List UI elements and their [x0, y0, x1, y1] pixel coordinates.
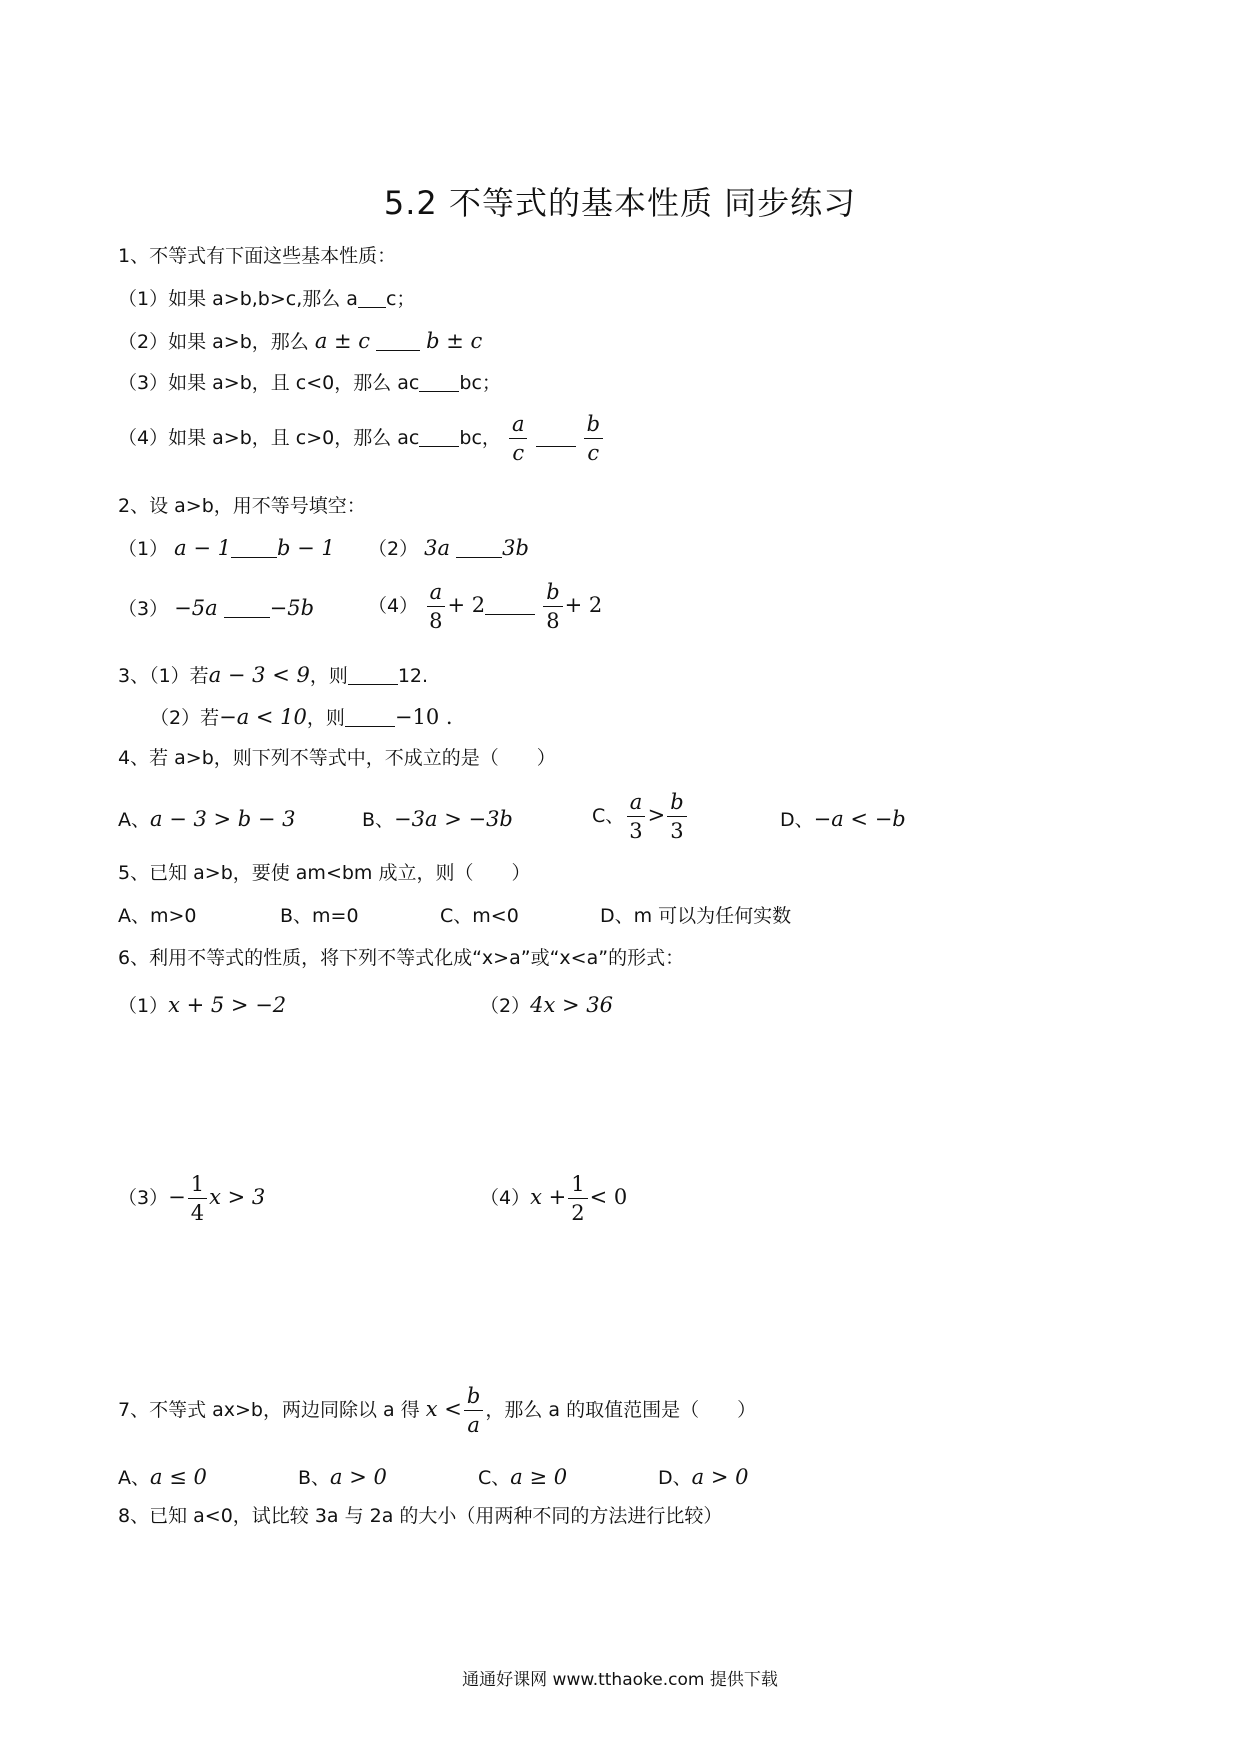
answer-blank: [419, 428, 459, 447]
q7-stem-prefix: 7、不等式 ax>b，两边同除以 a 得: [118, 1399, 420, 1422]
option-label: B、: [298, 1467, 331, 1489]
option-label: C、: [592, 805, 625, 828]
q4-option-c: [592, 790, 689, 843]
q3-part2-prefix: （2）若: [150, 707, 220, 729]
q6-item2-expr: 4x > 36: [530, 993, 613, 1017]
q2-item2-left-expr: 3a: [424, 536, 451, 560]
fraction-denominator: 2: [571, 1201, 585, 1226]
option-label: A、: [118, 809, 150, 831]
item-label: （3）: [118, 598, 169, 620]
minus-sign: −: [168, 1185, 186, 1210]
option-label: D、: [780, 809, 814, 831]
q6-stem: 6、利用不等式的性质，将下列不等式化成“x>a”或“x<a”的形式：: [118, 947, 685, 969]
answer-blank: [376, 332, 420, 351]
q2-item3-right-expr: −5b: [269, 596, 315, 620]
q2-item1: [118, 538, 335, 559]
q7-stem-suffix: ，那么 a 的取值范围是（ ）: [485, 1399, 757, 1422]
fraction-numerator: b: [584, 412, 603, 439]
q5-option-c: C、m<0: [440, 905, 519, 927]
answer-blank: [358, 289, 386, 308]
q2-item4: [368, 580, 602, 633]
q1-part1-suffix: c；: [385, 288, 416, 310]
answer-blank: [224, 599, 270, 618]
fraction-numerator: b: [543, 580, 562, 607]
fraction-numerator: a: [627, 790, 646, 817]
fraction-denominator: 3: [670, 819, 684, 844]
item-label: （1）: [118, 538, 169, 560]
q8-stem: 8、已知 a<0，试比较 3a 与 2a 的大小（用两种不同的方法进行比较）: [118, 1505, 723, 1527]
answer-blank: [419, 373, 459, 392]
fraction-numerator: a: [427, 580, 446, 607]
option-expr: a > 0: [691, 1465, 749, 1489]
answer-blank: [345, 708, 395, 727]
fraction-numerator: 1: [568, 1172, 587, 1199]
q1-part4-mid: bc，: [459, 427, 501, 450]
q1-part3-prefix: （3）如果 a>b，且 c<0，那么 ac: [118, 372, 420, 394]
q7-fraction: [464, 1384, 483, 1437]
q1-part4-fraction-a: [509, 412, 528, 465]
q1-part1: [118, 289, 415, 309]
fraction-denominator: 3: [629, 819, 643, 844]
option-expr: a ≥ 0: [510, 1465, 568, 1489]
q4-option-d: [780, 809, 906, 830]
q7-option-d: [658, 1467, 748, 1488]
q2-item4-fraction-a: [426, 580, 445, 633]
q3-part1-prefix: 3、（1）若: [118, 665, 209, 687]
q7-expr: x <: [425, 1397, 462, 1422]
fraction-numerator: b: [667, 790, 686, 817]
q1-stem: 1、不等式有下面这些基本性质：: [118, 245, 397, 267]
option-label: C、: [478, 1467, 511, 1489]
q4-option-a: [118, 809, 296, 830]
q6-item3: [118, 1172, 265, 1225]
q6-item3-fraction: [188, 1172, 207, 1225]
q6-item4-expr-start: x +: [530, 1185, 567, 1210]
q2-item2: [368, 538, 529, 559]
option-fraction-b: [667, 790, 686, 843]
option-label: D、: [658, 1467, 692, 1489]
q5-option-a: A、m>0: [118, 905, 197, 927]
fraction-denominator: a: [467, 1413, 480, 1438]
plus-two: + 2: [564, 593, 603, 618]
answer-blank: [485, 596, 535, 615]
answer-blank: [536, 428, 576, 447]
fraction-denominator: 4: [190, 1201, 205, 1226]
item-label: （3）: [118, 1187, 169, 1210]
option-expr: a − 3 > b − 3: [150, 807, 296, 831]
item-label: （1）: [118, 995, 169, 1017]
q1-part4-prefix: （4）如果 a>b，且 c>0，那么 ac: [118, 427, 420, 450]
fraction-numerator: b: [464, 1384, 483, 1411]
q5-option-d: D、m 可以为任何实数: [600, 905, 792, 927]
q6-item4: [480, 1172, 627, 1225]
greater-than-sign: >: [647, 803, 666, 828]
q7-option-a: [118, 1467, 207, 1488]
q4-stem: 4、若 a>b，则下列不等式中，不成立的是（ ）: [118, 747, 556, 769]
option-expr: a > 0: [330, 1465, 387, 1489]
q6-item2: [480, 995, 613, 1016]
q3-part2-end: −10 .: [394, 705, 453, 729]
fraction-denominator: 8: [429, 609, 443, 634]
option-expr: −3a > −3b: [394, 807, 513, 831]
q7-stem: [118, 1384, 756, 1437]
option-expr: a ≤ 0: [150, 1465, 207, 1489]
q2-item2-right-expr: 3b: [502, 536, 529, 560]
q1-part3-suffix: bc；: [459, 372, 501, 394]
q1-part2-right-expr: b ± c: [426, 329, 483, 353]
item-label: （4）: [368, 595, 419, 618]
q1-part1-prefix: （1）如果 a>b,b>c,那么 a: [118, 288, 358, 310]
q2-item3-left-expr: −5a: [174, 596, 218, 620]
fraction-denominator: 8: [546, 609, 560, 634]
q1-part3: [118, 373, 501, 393]
fraction-denominator: c: [587, 441, 600, 466]
q1-part4: [118, 412, 605, 465]
q1-part2-prefix: （2）如果 a>b，那么: [118, 331, 309, 353]
fraction-denominator: c: [512, 441, 525, 466]
q4-option-b: [362, 809, 513, 830]
option-label: B、: [362, 809, 395, 831]
q2-item4-fraction-b: [543, 580, 562, 633]
q3-part2-expr: −a < 10: [219, 705, 307, 729]
answer-blank: [231, 539, 277, 558]
q2-item1-left-expr: a − 1: [174, 536, 231, 560]
q1-part2-left-expr: a ± c: [314, 329, 371, 353]
fraction-numerator: 1: [188, 1172, 207, 1199]
option-expr: −a < −b: [813, 807, 906, 831]
q3-part1-then: ，则: [309, 665, 348, 687]
q2-item3: [118, 598, 314, 619]
q3-part2: [150, 707, 453, 728]
q6-item1-expr: x + 5 > −2: [168, 993, 287, 1017]
q3-part2-then: ，则: [306, 707, 345, 729]
q3-part1-end: 12.: [397, 665, 429, 687]
q6-item4-expr-rest: < 0: [589, 1185, 628, 1210]
q1-part2: [118, 331, 482, 352]
option-fraction-a: [626, 790, 645, 843]
page-title: 5.2 不等式的基本性质 同步练习: [383, 184, 857, 222]
plus-two: + 2: [447, 593, 486, 618]
q2-item1-right-expr: b − 1: [276, 536, 335, 560]
q6-item1: [118, 995, 286, 1016]
fraction-numerator: a: [509, 412, 528, 439]
q5-stem: 5、已知 a>b，要使 am<bm 成立，则（ ）: [118, 862, 531, 884]
q7-option-b: [298, 1467, 387, 1488]
footer-credit: 通通好课网 www.tthaoke.com 提供下载: [462, 1670, 778, 1690]
q6-item3-expr-rest: x > 3: [209, 1185, 266, 1210]
item-label: （4）: [480, 1187, 531, 1210]
option-label: A、: [118, 1467, 150, 1489]
q1-part4-fraction-b: [584, 412, 603, 465]
q3-part1: [118, 665, 428, 686]
answer-blank: [348, 666, 398, 685]
q5-option-b: B、m=0: [280, 905, 359, 927]
q3-part1-expr: a − 3 < 9: [208, 663, 310, 687]
answer-blank: [456, 539, 502, 558]
q2-stem: 2、设 a>b，用不等号填空：: [118, 495, 366, 517]
q6-item4-fraction: [568, 1172, 587, 1225]
item-label: （2）: [368, 538, 419, 560]
q7-option-c: [478, 1467, 567, 1488]
item-label: （2）: [480, 995, 531, 1017]
